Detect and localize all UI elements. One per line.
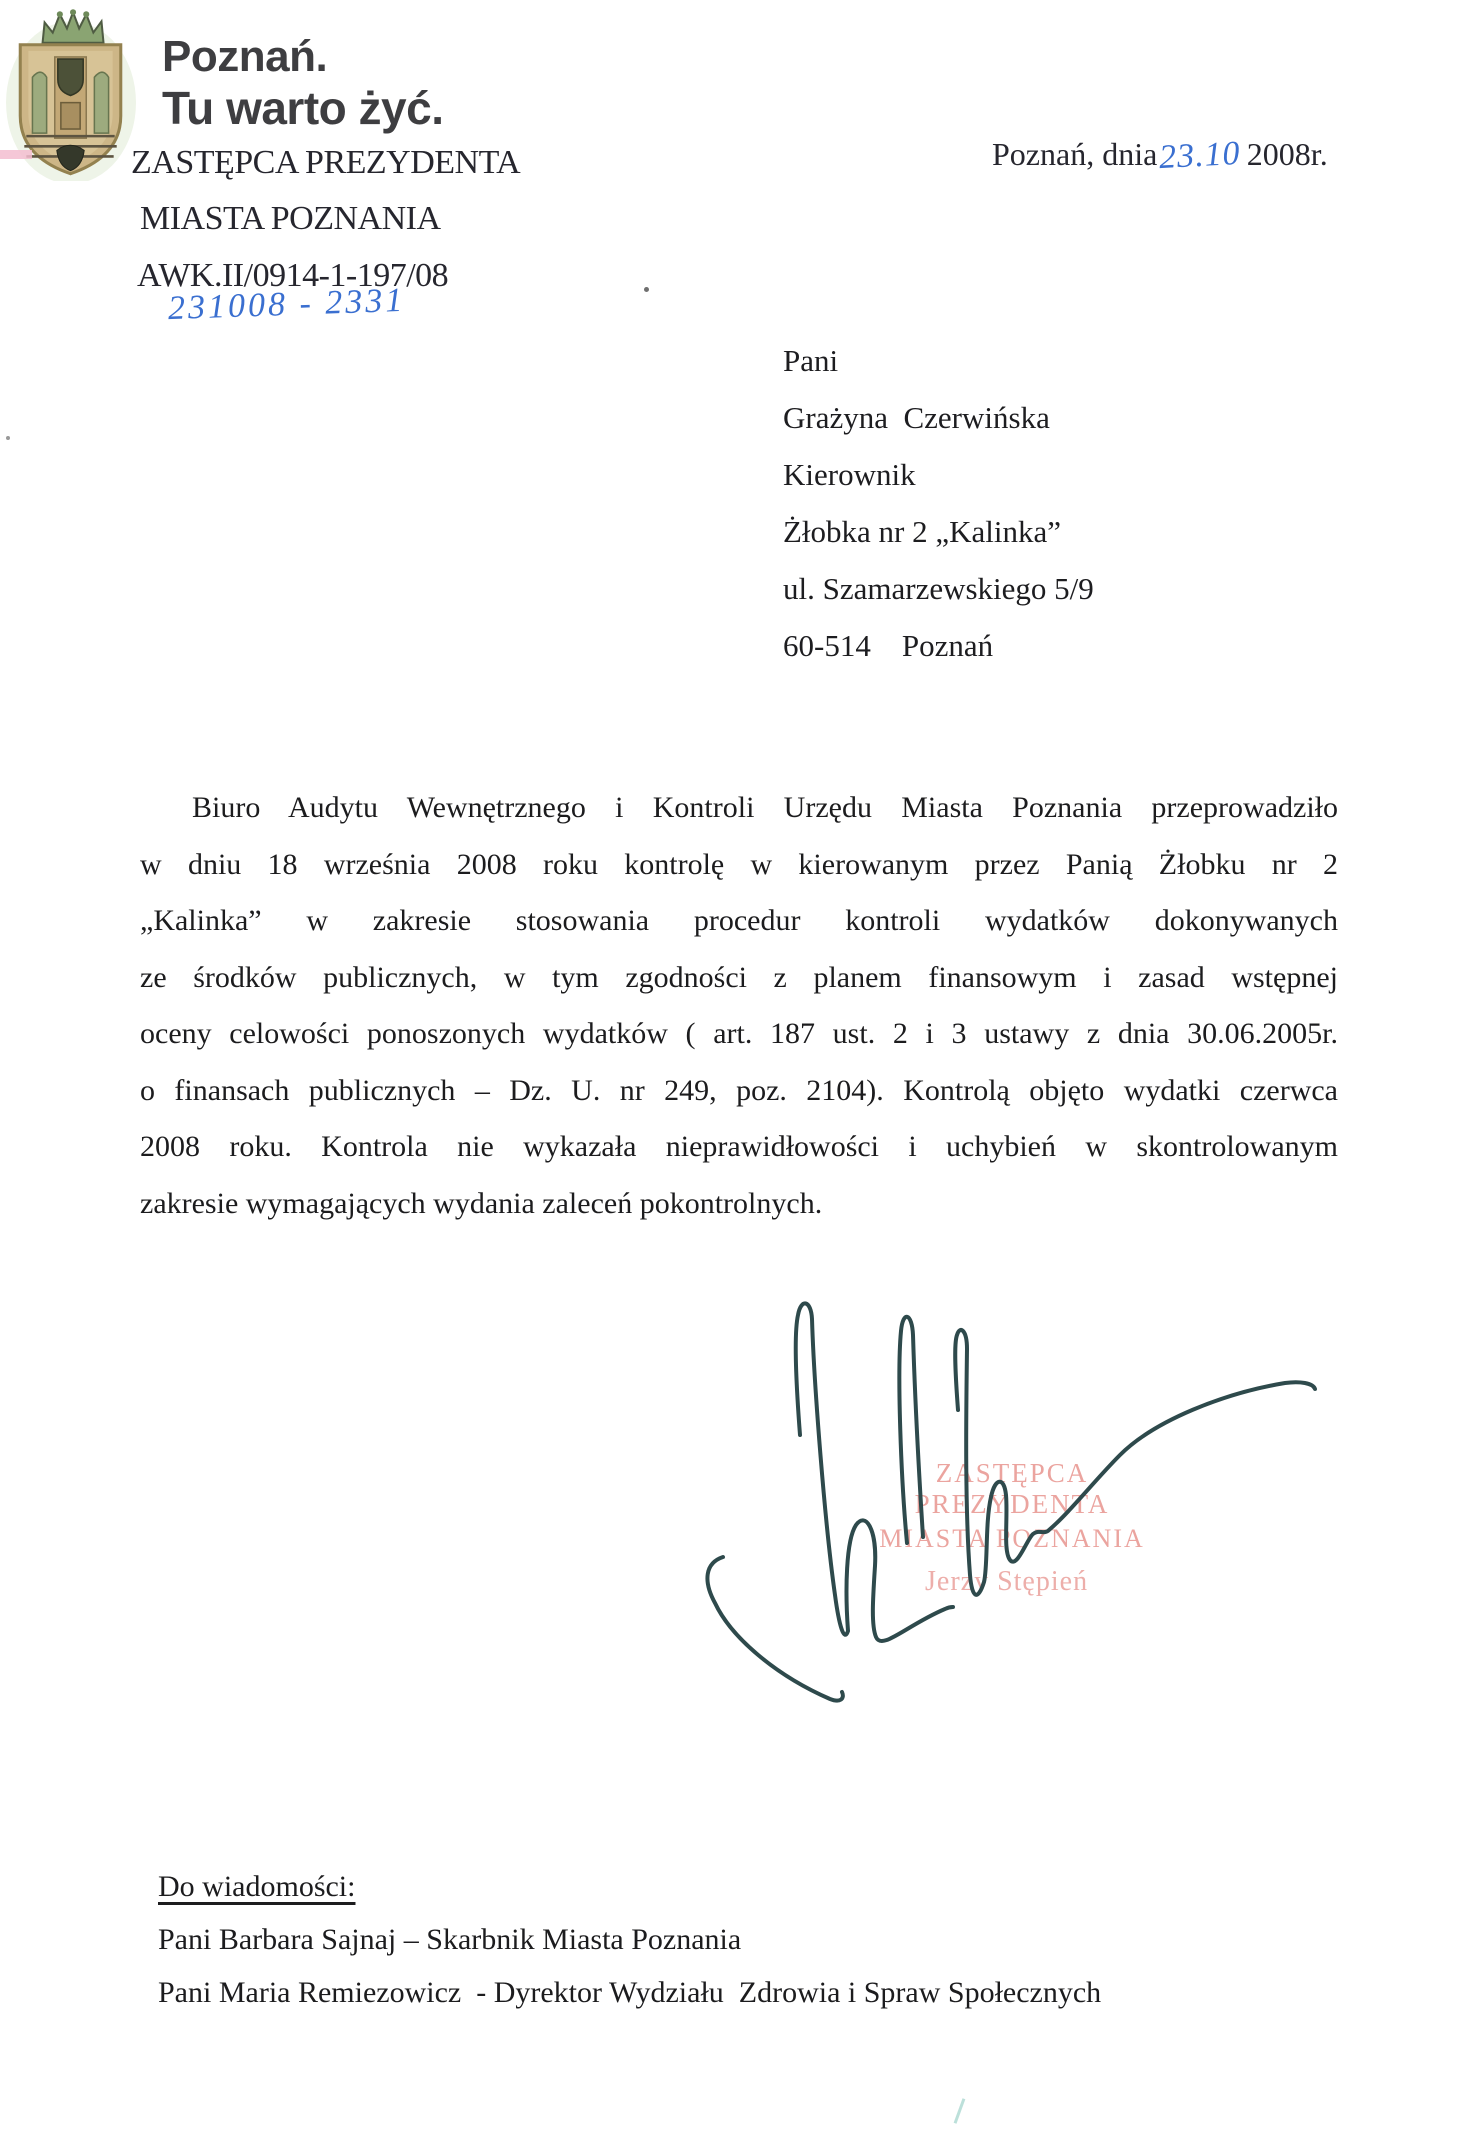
body-line: o finansach publicznych – Dz. U. nr 249, poz. 2104). Kontrolą objęto wydatki czerwca: [140, 1073, 1338, 1107]
date-year: 2008r.: [1246, 136, 1328, 172]
recipient-line: ul. Szamarzewskiego 5/9: [783, 571, 1094, 606]
recipient-line: Kierownik: [783, 457, 916, 492]
office-title-line-2: MIASTA POZNANIA: [140, 200, 441, 237]
scan-artifact-dot: [644, 287, 649, 292]
recipient-line: Żłobka nr 2 „Kalinka”: [783, 514, 1062, 549]
office-stamp: [842, 1458, 1182, 1554]
recipient-line: Grażyna Czerwińska: [783, 400, 1050, 435]
scan-artifact-pink-mark: [0, 150, 32, 159]
body-line: w dniu 18 września 2008 roku kontrolę w kierowanym przez Panią Żłobku nr 2: [140, 847, 1338, 881]
distribution-line: Pani Barbara Sajnaj – Skarbnik Miasta Poznania: [158, 1923, 742, 1956]
recipient-line: 60-514 Poznań: [783, 628, 994, 663]
stamp-line-2: MIASTA POZNANIA: [879, 1524, 1145, 1553]
scan-artifact-speck: [954, 2098, 966, 2123]
date-line: [992, 134, 1328, 177]
reference-number: AWK.II/0914-1-197/08: [137, 257, 449, 294]
date-prefix: Poznań, dnia: [992, 136, 1158, 172]
body-line: zakresie wymagających wydania zaleceń pokontrolnych.: [140, 1186, 823, 1220]
stamp-line-1: ZASTĘPCA PREZYDENTA: [914, 1458, 1110, 1519]
handwritten-date: 23.10: [1158, 134, 1242, 177]
body-line: „Kalinka” w zakresie stosowania procedur kontroli wydatków dokonywanych: [140, 904, 1338, 937]
letter-body-paragraph: [140, 780, 1338, 1232]
handwritten-reference-annotation: 231008 - 2331: [167, 281, 406, 328]
distribution-list: [158, 1860, 1101, 2019]
recipient-address-block: [783, 332, 1094, 674]
distribution-heading: Do wiadomości:: [158, 1870, 356, 1903]
recipient-line: Pani: [783, 343, 839, 378]
brand-line-1: Poznań.: [162, 32, 328, 81]
brand-line-2: Tu warto żyć.: [162, 82, 444, 134]
body-line: oceny celowości ponoszonych wydatków ( art. 187 ust. 2 i 3 ustawy z dnia 30.06.2005r.: [140, 1017, 1338, 1050]
stamp-signer-name: Jerzy Stępień: [925, 1566, 1089, 1597]
distribution-line: Pani Maria Remiezowicz - Dyrektor Wydziału Zdrowia i Spraw Społecznych: [158, 1976, 1102, 2009]
city-brand-slogan: [162, 34, 443, 132]
scan-artifact-dot: [6, 436, 10, 440]
office-title-line-1: ZASTĘPCA PREZYDENTA: [131, 144, 521, 181]
body-line: ze środków publicznych, w tym zgodności z planem finansowym i zasad wstępnej: [140, 960, 1338, 994]
body-line: 2008 roku. Kontrola nie wykazała nieprawidłowości i uchybień w skontrolowanym: [140, 1130, 1338, 1163]
distribution-lines: [158, 1913, 1101, 2019]
body-line: Biuro Audytu Wewnętrznego i Kontroli Urzędu Miasta Poznania przeprowadziło: [192, 791, 1338, 824]
